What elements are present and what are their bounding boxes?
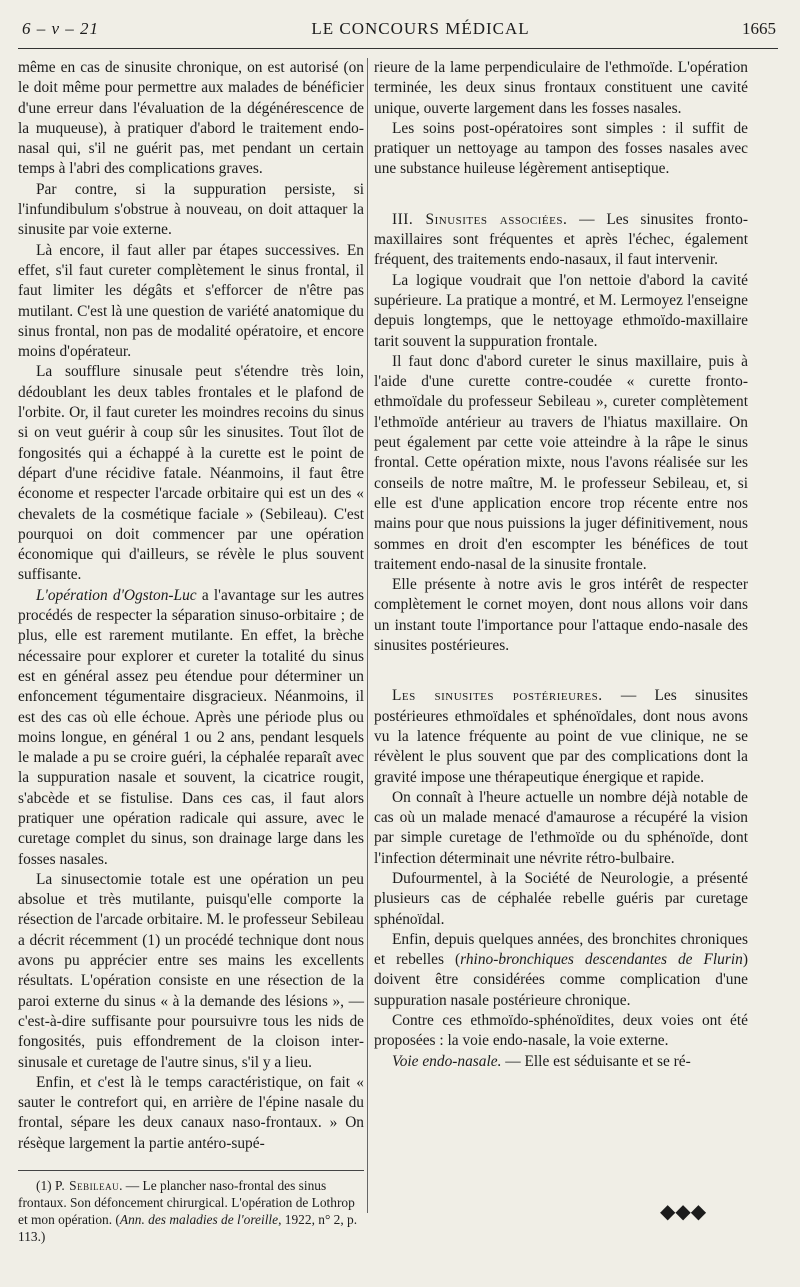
voie-text: — Elle est séduisante et se ré- [501, 1052, 691, 1070]
paragraph: On connaît à l'heure actuelle un nombre déjà notable de cas où un malade menacé d'amaurose a récupéré la vision par simple curetage de l'ethmoïde ou du sphénoïde, dont l'infection déterminait une névrite rétro-bulbaire. [374, 788, 748, 867]
paragraph: même en cas de sinusite chronique, on est autorisé (on le doit même pour permettre aux malades de bénéficier d'une erreur dans l'évaluation de la dégénérescence de la muqueuse), à pratiquer d'abord le traitement endo-nasal qui, s'il ne guérit pas, met pendant un certain temps à l'abri des complications graves. [18, 59, 364, 178]
paragraph-enfin [374, 930, 748, 1011]
paragraph: La soufflure sinusale peut s'étendre très loin, dédoublant les deux tables frontales et le plafond de l'orbite. Or, il faut cureter les moindres recoins du sinus si on veut guérir à coup sûr les sinusites. Tout îlot de fongosités qui a échappé à la curette est le point de départ d'une récidive fatale. Néanmoins, il faut être économe et respecter l'arcade orbitaire qui est un des « chevalets de la cosmétique faciale » (Sebileau). C'est pourquoi on doit commencer par une opération économique qui d'ailleurs, se révèle le plus souvent suffisante. [18, 363, 364, 584]
section-heading: III. Sinusites associées. [392, 210, 568, 228]
enfin-post: ) doivent être considérées comme complication d'une suppuration nasale postérieure chronique. [374, 951, 748, 1009]
section-posterieures [374, 686, 748, 787]
section-text: — Les sinusites fronto-maxillaires sont fréquentes et après l'échec, également fréquent, des traitements endo-nasaux, il faut intervenir. [374, 210, 748, 269]
header-rule [18, 48, 778, 49]
section-heading: Les sinusites postérieures. [392, 687, 603, 705]
paragraph: Là encore, il faut aller par étapes successives. En effet, s'il faut cureter complètement le sinus frontal, il faut limiter les dégâts et s'efforcer de n'être pas mutilant. C'est là une question de variété anatomique du sinus frontal, non pas de modalité opératoire, et encore moins d'opérateur. [18, 241, 364, 361]
enfin-pre: Enfin, depuis quelques années, des bronchites chroniques et rebelles ( [374, 930, 748, 969]
voie-heading: Voie endo-nasale. [392, 1052, 502, 1070]
ogston-lead: L'opération d'Ogston-Luc [36, 586, 197, 604]
footnote [18, 1177, 364, 1245]
right-column [374, 58, 748, 1072]
section-associees [374, 210, 748, 271]
paragraph: Contre ces ethmoïdo-sphénoïdites, deux voies ont été proposées : la voie endo-nasale, la voie externe. [374, 1012, 748, 1050]
paragraph: Elle présente à notre avis le gros intérêt de respecter complètement le cornet moyen, dont nous allons voir dans un instant toute l'importance pour l'attaque endo-nasale des sinusites postérieures. [374, 576, 748, 655]
footnote-divider [18, 1170, 364, 1171]
footnote-author: P. Sebileau [54, 1178, 120, 1194]
column-divider [367, 58, 368, 1213]
paragraph: Les soins post-opératoires sont simples : il suffit de pratiquer un nettoyage au tampon des fosses nasales avec une substance huileuse légèrement antiseptique. [374, 119, 748, 178]
paragraph: La sinusectomie totale est une opération un peu absolue et très mutilante, puisqu'elle comporte la résection de l'arcade orbitaire. M. le professeur Sebileau a décrit récemment (1) un procédé technique dont nous avons pu apprécier entre ses mains les excellents résultats. L'opération consiste en une résection de la paroi externe du sinus « à la demande des lésions », — c'est-à-dire suffisante pour poursuivre tous les nids de fongosités, puis effondrement de la cloison inter-sinusale et curetage de l'autre sinus, s'il y a lieu. [18, 870, 364, 1071]
footnote-number: (1) [36, 1178, 55, 1194]
footnote-text: . — Le plancher naso-frontal des sinus frontaux. Son défoncement chirurgical. L'opération de Lothrop et mon opération. ( [18, 1178, 355, 1228]
paragraph: Par contre, si la suppuration persiste, si l'infundibulum s'obstrue à nouveau, on doit attaquer la sinusite par voie externe. [18, 180, 364, 239]
paragraph: Enfin, et c'est là le temps caractéristique, on fait « sauter le contrefort qui, en arrière de l'épine nasale du frontal, sépare les deux canaux naso-frontaux. » On résèque largement la partie antéro-supé- [18, 1073, 364, 1152]
paragraph: rieure de la lame perpendiculaire de l'ethmoïde. L'opération terminée, les deux sinus frontaux constituent une cavité unique, ouverte largement dans les fosses nasales. [374, 59, 748, 117]
footnote-ref: , 1922, n° 2, p. 113.) [18, 1212, 358, 1245]
continuation-ornament: ◆◆◆ [660, 1201, 707, 1223]
ogston-text: a l'avantage sur les autres procédés de respecter la séparation sinuso-orbitaire ; de plus, elle est rarement mutilante. En effet, la brèche nécessaire pour explorer et cureter la totalité du sinus est en général assez peu étendue pour déterminer un enfoncement tégumentaire disgracieux. Néanmoins, il est des cas où elle échoue. Après une période plus ou moins longue, en général 1 ou 2 ans, pendant lesquels le malade a pu se croire guéri, la céphalée reparaît avec la suppuration nasale et souvent, la cicatrice rougit, s'abcède et se fistulise. Dans ces cas, il faut alors pratiquer une opération radicale qui assure, avec le curetage complet du sinus, son drainage large dans les fosses nasales. [18, 586, 364, 868]
journal-title: LE CONCOURS MÉDICAL [311, 19, 530, 38]
paragraph: La logique voudrait que l'on nettoie d'abord la cavité supérieure. La pratique a montré, et M. Lermoyez l'enseigne depuis longtemps, que le nettoyage ethmoïdo-maxillaire tarit souvent la suppuration frontale. [374, 271, 748, 350]
paragraph-ogston [18, 586, 364, 870]
section-text: — Les sinusites postérieures ethmoïdales et sphénoïdales, dont nous avons vu la latence fréquente au point de vue clinique, ne se révèlent le plus souvent que par des complications dont la gravité impose une thérapeutique énergique et rapide. [374, 687, 748, 786]
issue-reference: 6 – v – 21 [22, 19, 100, 38]
enfin-italic: rhino-bronchiques descendantes de Flurin [460, 951, 743, 969]
left-column [18, 58, 364, 1245]
page-number: 1665 [742, 19, 776, 38]
page-header [22, 14, 776, 44]
paragraph-voie [374, 1052, 748, 1072]
paragraph: Il faut donc d'abord cureter le sinus maxillaire, puis à l'aide d'une curette contre-coudée « curette fronto-ethmoïdale du professeur Sebileau », cureter complètement l'ethmoïde antérieur au travers de l'hiatus maxillaire. On peut également par cette voie atteindre à la râpe le sinus frontal. Cette opération mixte, nous l'avons réalisée sur les conseils de notre maître, M. le professeur Sebileau, et, si elle est d'une application encore trop récente entre nos mains pour que nous puissions la juger définitivement, nous sommes en droit d'en escompter les bénéfices de tout traitement endo-nasal de la sinusite frontale. [374, 352, 748, 573]
footnote-journal: Ann. des maladies de l'oreille [119, 1212, 279, 1228]
paragraph: Dufourmentel, à la Société de Neurologie, a présenté plusieurs cas de céphalée rebelle guéris par curetage sphénoïdal. [374, 869, 748, 928]
